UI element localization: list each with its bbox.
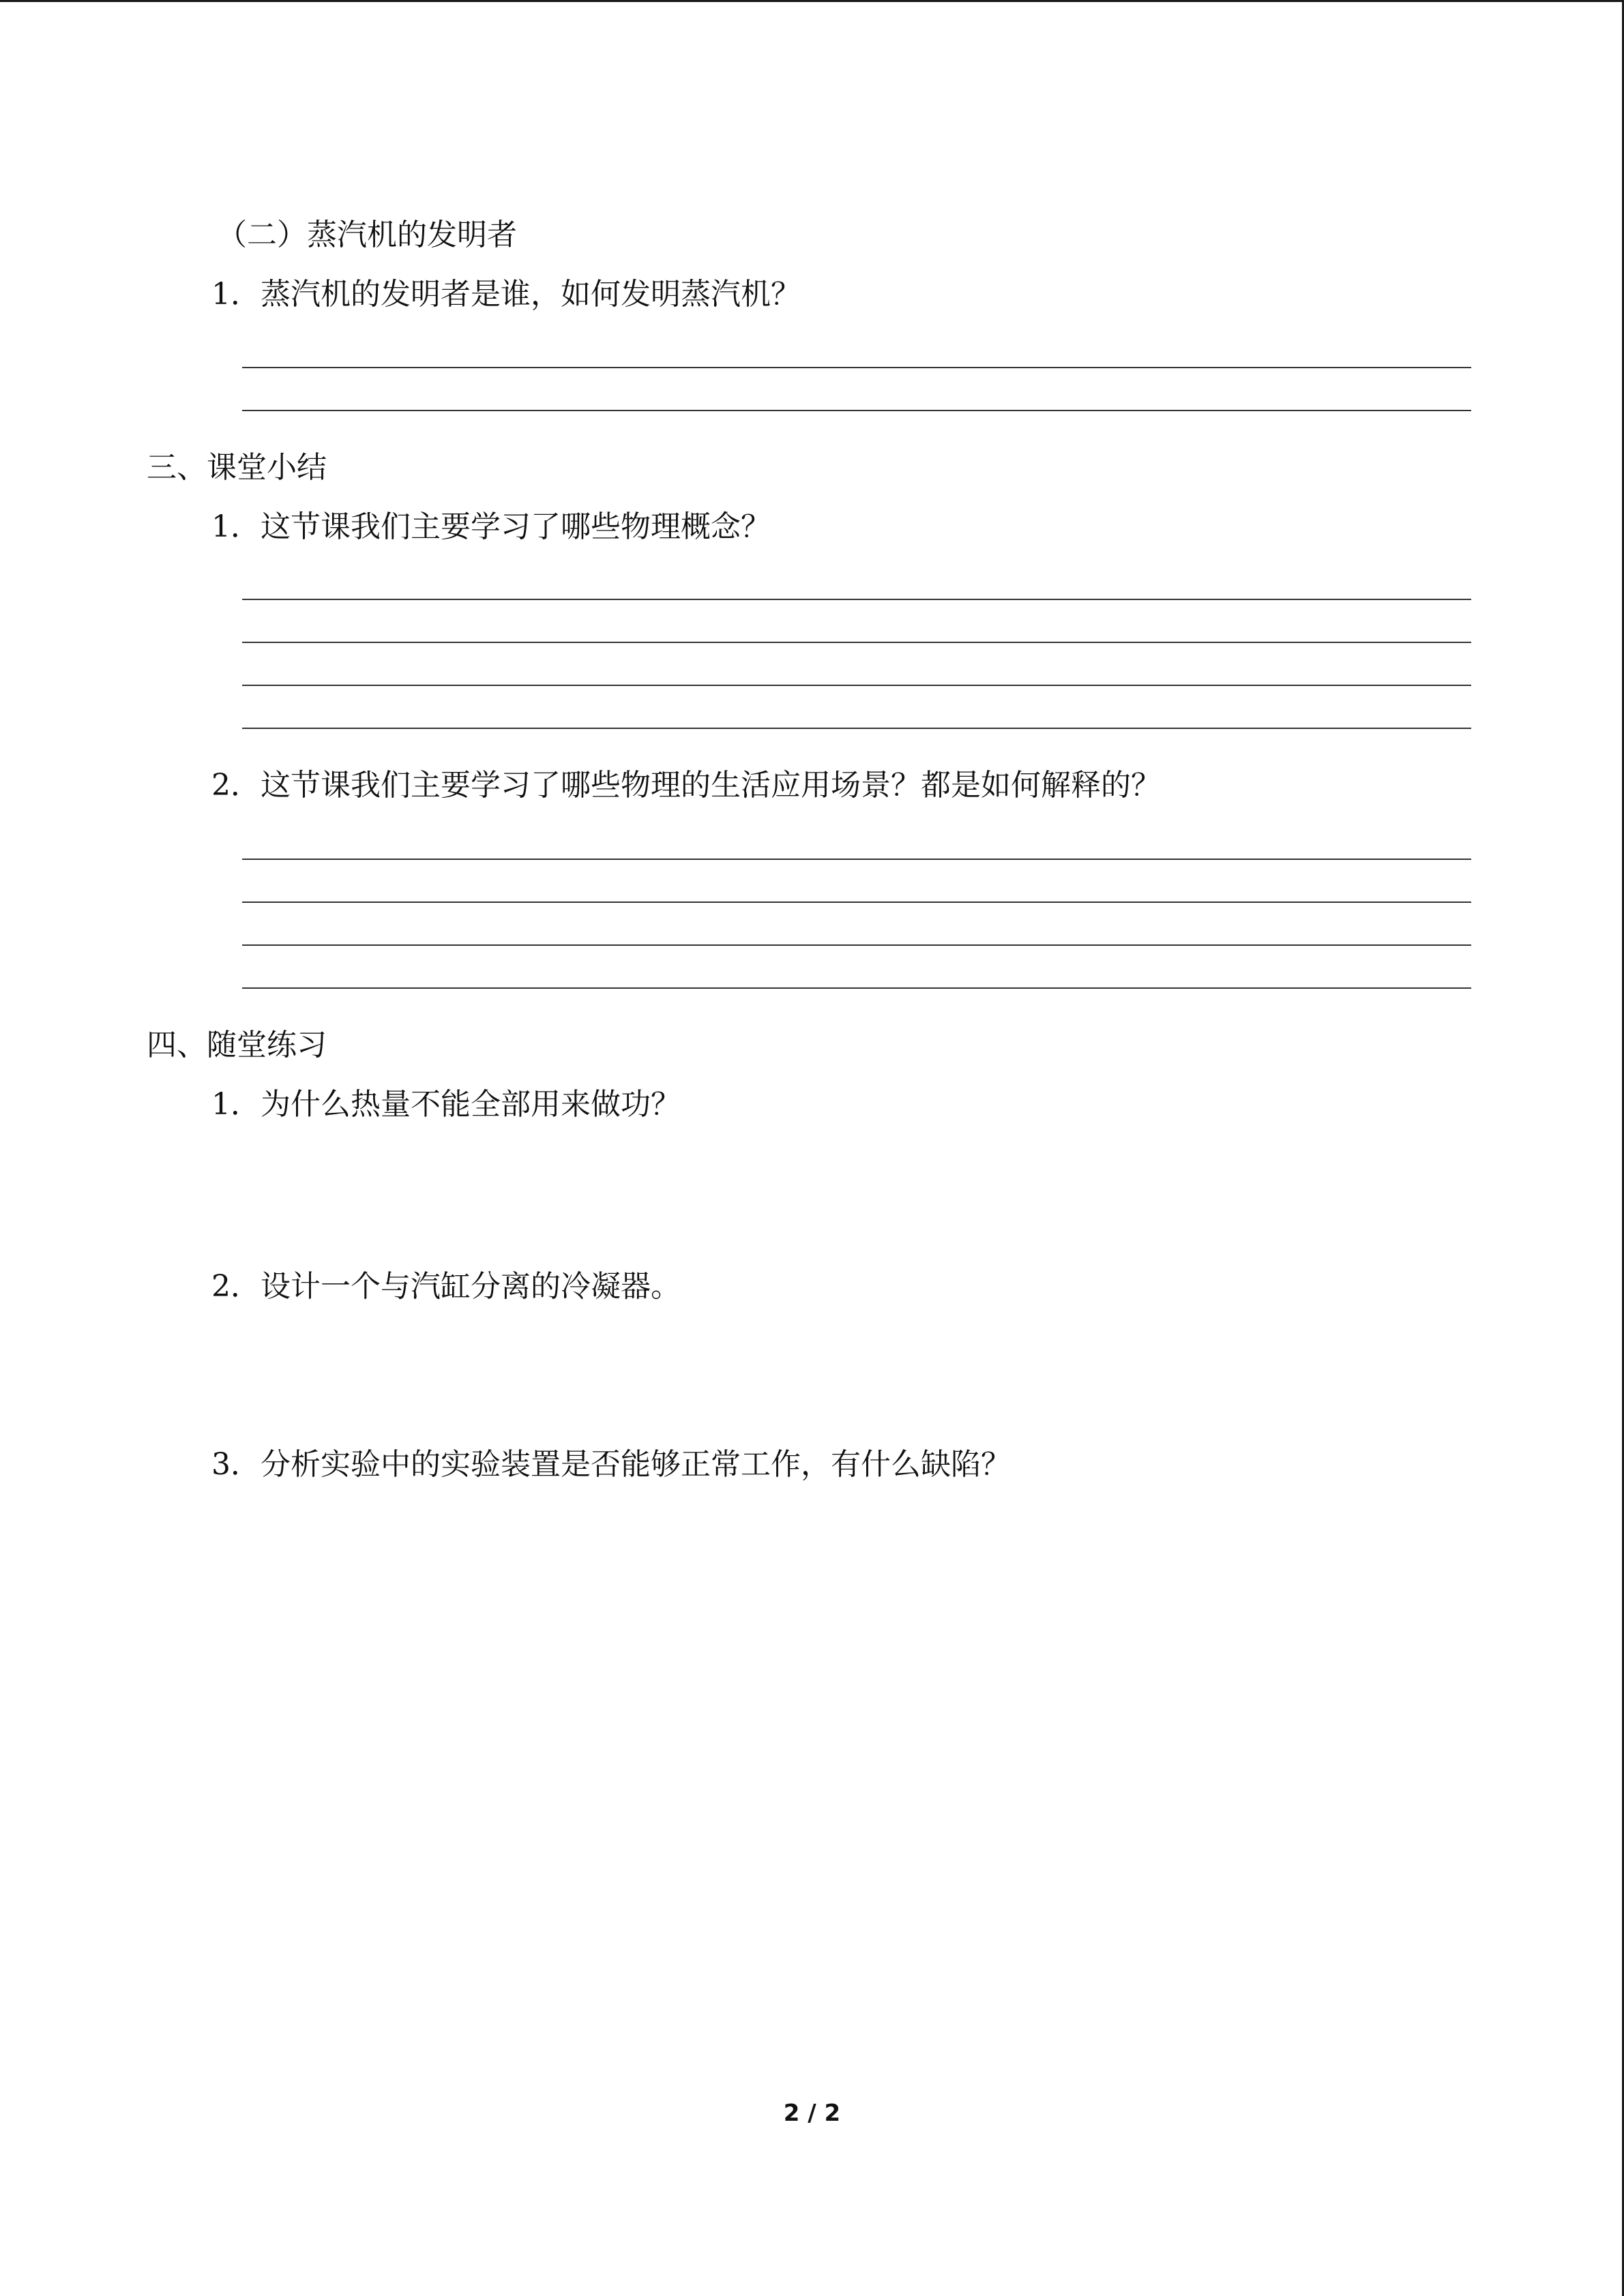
subsection-heading-steam-engine-inventor: （二）蒸汽机的发明者 — [217, 218, 517, 252]
question-inventor: 1．蒸汽机的发明者是谁，如何发明蒸汽机？ — [211, 277, 801, 312]
question-condenser-design: 2．设计一个与汽缸分离的冷凝器。 — [211, 1269, 681, 1304]
answer-line — [242, 859, 1471, 860]
answer-line — [242, 944, 1471, 946]
question-life-applications: 2．这节课我们主要学习了哪些物理的生活应用场景？都是如何解释的？ — [211, 768, 1161, 803]
answer-line — [242, 728, 1471, 729]
answer-line — [242, 599, 1471, 600]
section-heading-practice: 四、随堂练习 — [147, 1028, 327, 1062]
answer-line — [242, 642, 1471, 643]
question-physics-concepts: 1．这节课我们主要学习了哪些物理概念？ — [211, 509, 771, 544]
answer-line — [242, 410, 1471, 411]
answer-line — [242, 987, 1471, 989]
question-heat-work: 1．为什么热量不能全部用来做功？ — [211, 1087, 681, 1122]
page-number: 2 / 2 — [783, 2100, 841, 2127]
answer-lines-life-applications[interactable] — [242, 859, 1471, 1030]
section-heading-class-summary: 三、课堂小结 — [147, 450, 327, 485]
answer-line — [242, 901, 1471, 903]
answer-line — [242, 367, 1471, 368]
answer-line — [242, 685, 1471, 686]
answer-lines-inventor[interactable] — [242, 367, 1471, 453]
page-border-top — [0, 0, 1624, 2]
answer-lines-physics-concepts[interactable] — [242, 599, 1471, 771]
question-apparatus-analysis: 3．分析实验中的实验装置是否能够正常工作，有什么缺陷？ — [211, 1447, 1011, 1482]
